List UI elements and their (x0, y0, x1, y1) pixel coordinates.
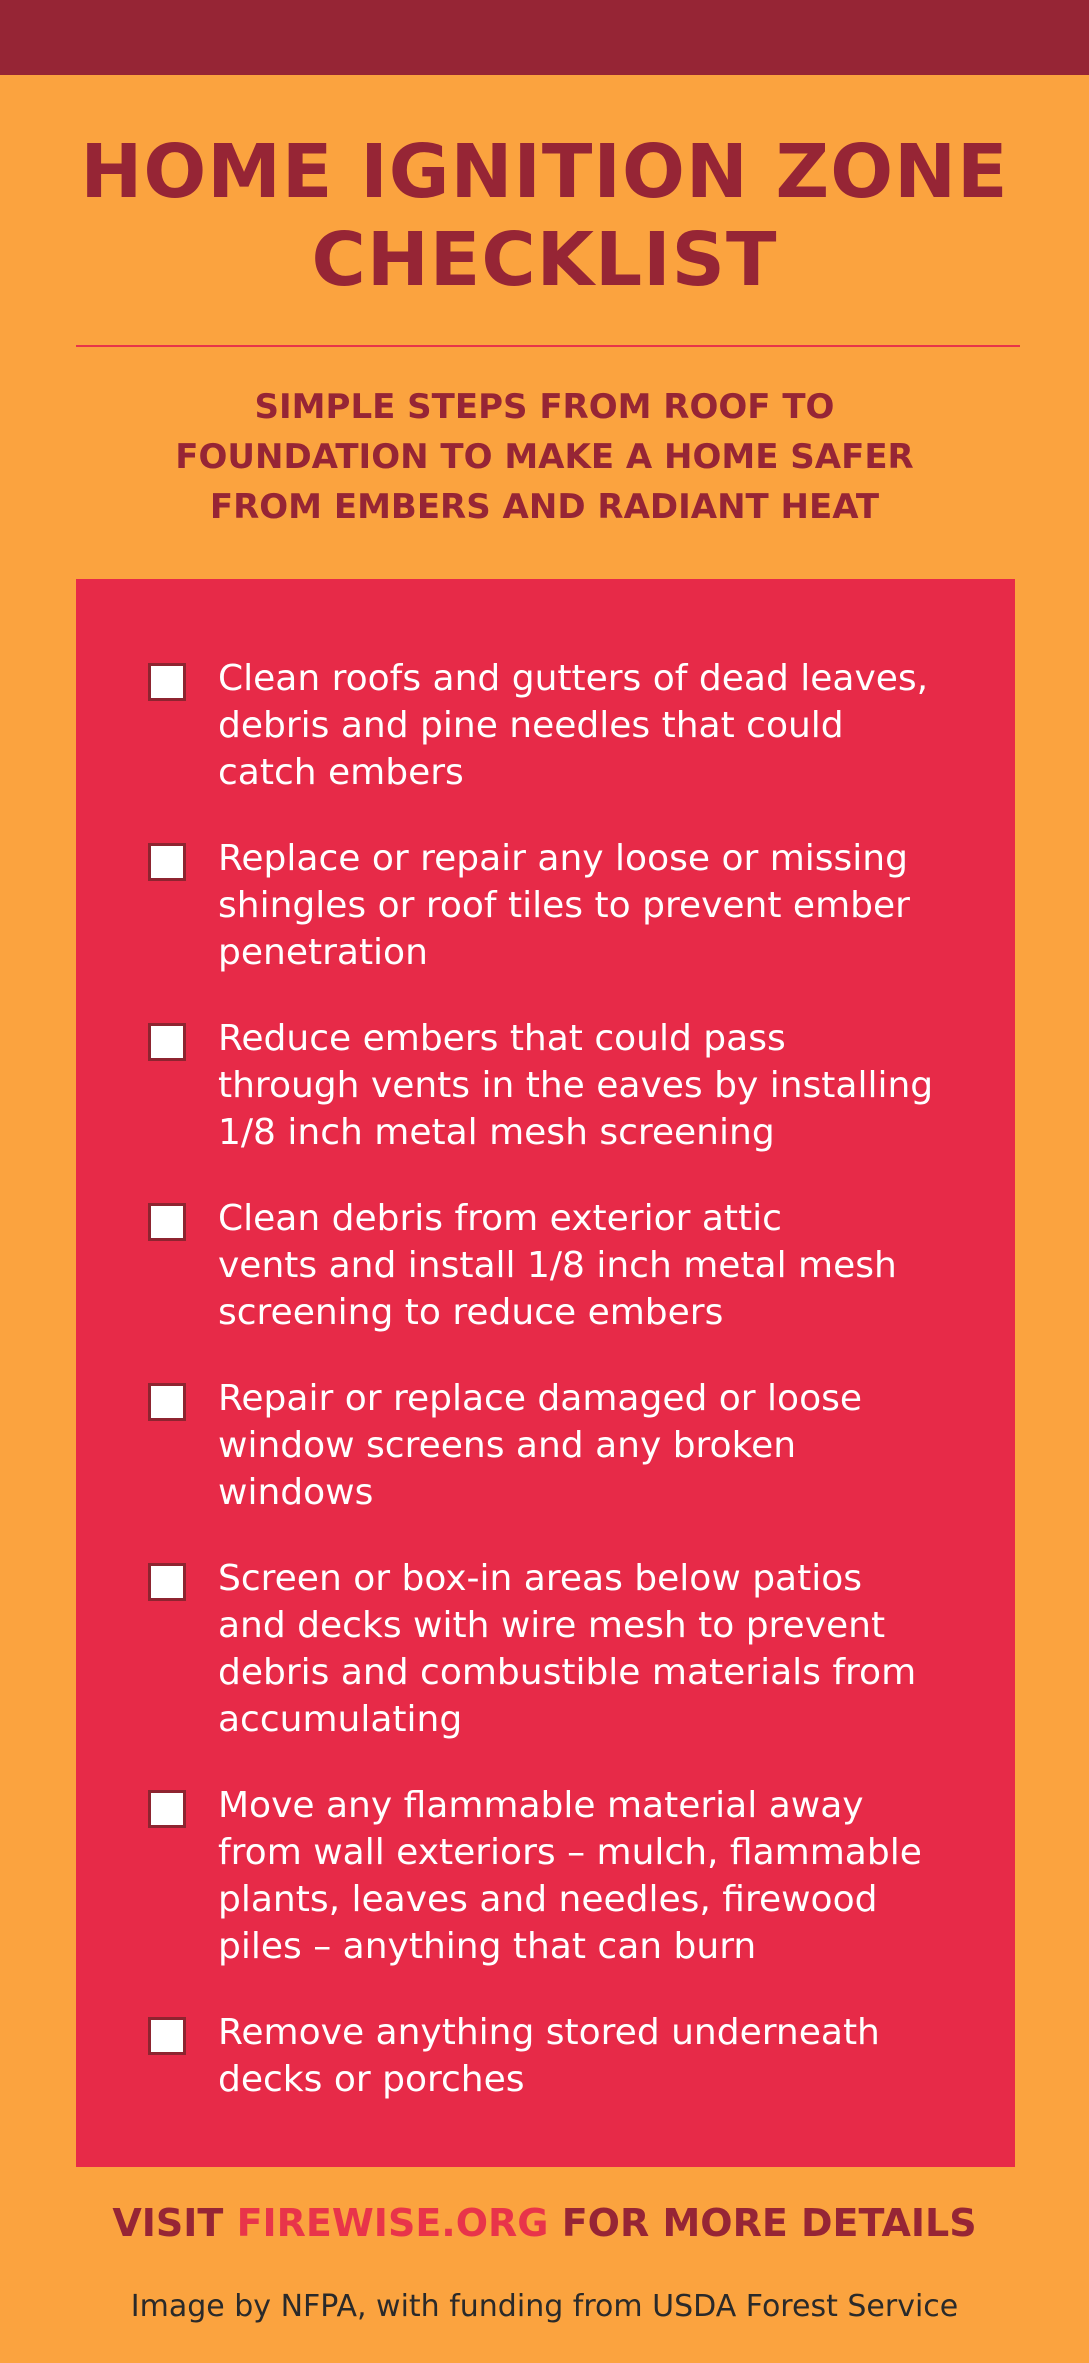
item-line: vents and install 1/8 inch metal mesh (218, 1245, 897, 1286)
visit-suffix: FOR MORE DETAILS (548, 2201, 977, 2245)
checklist-item-text (218, 2009, 968, 2103)
image-credit: Image by NFPA, with funding from USDA Forest Service (130, 2289, 959, 2324)
item-line: 1/8 inch metal mesh screening (218, 1112, 775, 1153)
checkbox[interactable] (148, 1383, 186, 1421)
title-line-1: HOME IGNITION ZONE (80, 129, 1009, 215)
item-line: penetration (218, 932, 428, 973)
item-line: screening to reduce embers (218, 1292, 724, 1333)
page-subtitle (0, 382, 1089, 532)
item-line: Move any flammable material away (218, 1785, 864, 1826)
checklist-item-text (218, 655, 968, 796)
checklist-item-text (218, 1555, 968, 1743)
checklist-item-text (218, 1375, 968, 1516)
item-line: from wall exteriors – mulch, flammable (218, 1832, 922, 1873)
visit-line (0, 2195, 1089, 2251)
item-line: Screen or box-in areas below patios (218, 1558, 863, 1599)
item-line: shingles or roof tiles to prevent ember (218, 885, 910, 926)
item-line: Repair or replace damaged or loose (218, 1378, 862, 1419)
page-title (0, 128, 1089, 304)
top-band (0, 0, 1089, 75)
visit-prefix: VISIT (112, 2201, 237, 2245)
item-line: windows (218, 1472, 374, 1513)
subtitle-line-1: SIMPLE STEPS FROM ROOF TO (254, 387, 835, 427)
checkbox[interactable] (148, 1023, 186, 1061)
item-line: catch embers (218, 752, 464, 793)
subtitle-line-2: FOUNDATION TO MAKE A HOME SAFER (175, 437, 914, 477)
checklist-item-text (218, 1782, 968, 1970)
item-line: and decks with wire mesh to prevent (218, 1605, 886, 1646)
item-line: decks or porches (218, 2059, 525, 2100)
item-line: debris and pine needles that could (218, 705, 844, 746)
item-line: Replace or repair any loose or missing (218, 838, 908, 879)
title-divider (76, 345, 1020, 347)
checkbox[interactable] (148, 1203, 186, 1241)
item-line: Clean roofs and gutters of dead leaves, (218, 658, 929, 699)
checkbox[interactable] (148, 2017, 186, 2055)
checklist-item-text (218, 1195, 968, 1336)
item-line: debris and combustible materials from (218, 1652, 917, 1693)
checklist-panel (76, 579, 1015, 2167)
checklist-item-text (218, 835, 968, 976)
item-line: through vents in the eaves by installing (218, 1065, 934, 1106)
item-line: Remove anything stored underneath (218, 2012, 880, 2053)
checkbox[interactable] (148, 663, 186, 701)
item-line: plants, leaves and needles, firewood (218, 1879, 878, 1920)
item-line: window screens and any broken (218, 1425, 797, 1466)
checkbox[interactable] (148, 1563, 186, 1601)
title-line-2: CHECKLIST (311, 217, 778, 303)
checkbox[interactable] (148, 1790, 186, 1828)
subtitle-line-3: FROM EMBERS AND RADIANT HEAT (209, 487, 880, 527)
checklist-item-text (218, 1015, 968, 1156)
item-line: accumulating (218, 1699, 463, 1740)
item-line: Clean debris from exterior attic (218, 1198, 782, 1239)
item-line: Reduce embers that could pass (218, 1018, 786, 1059)
firewise-link[interactable]: FIREWISE.ORG (236, 2201, 549, 2245)
item-line: piles – anything that can burn (218, 1926, 757, 1967)
checkbox[interactable] (148, 843, 186, 881)
